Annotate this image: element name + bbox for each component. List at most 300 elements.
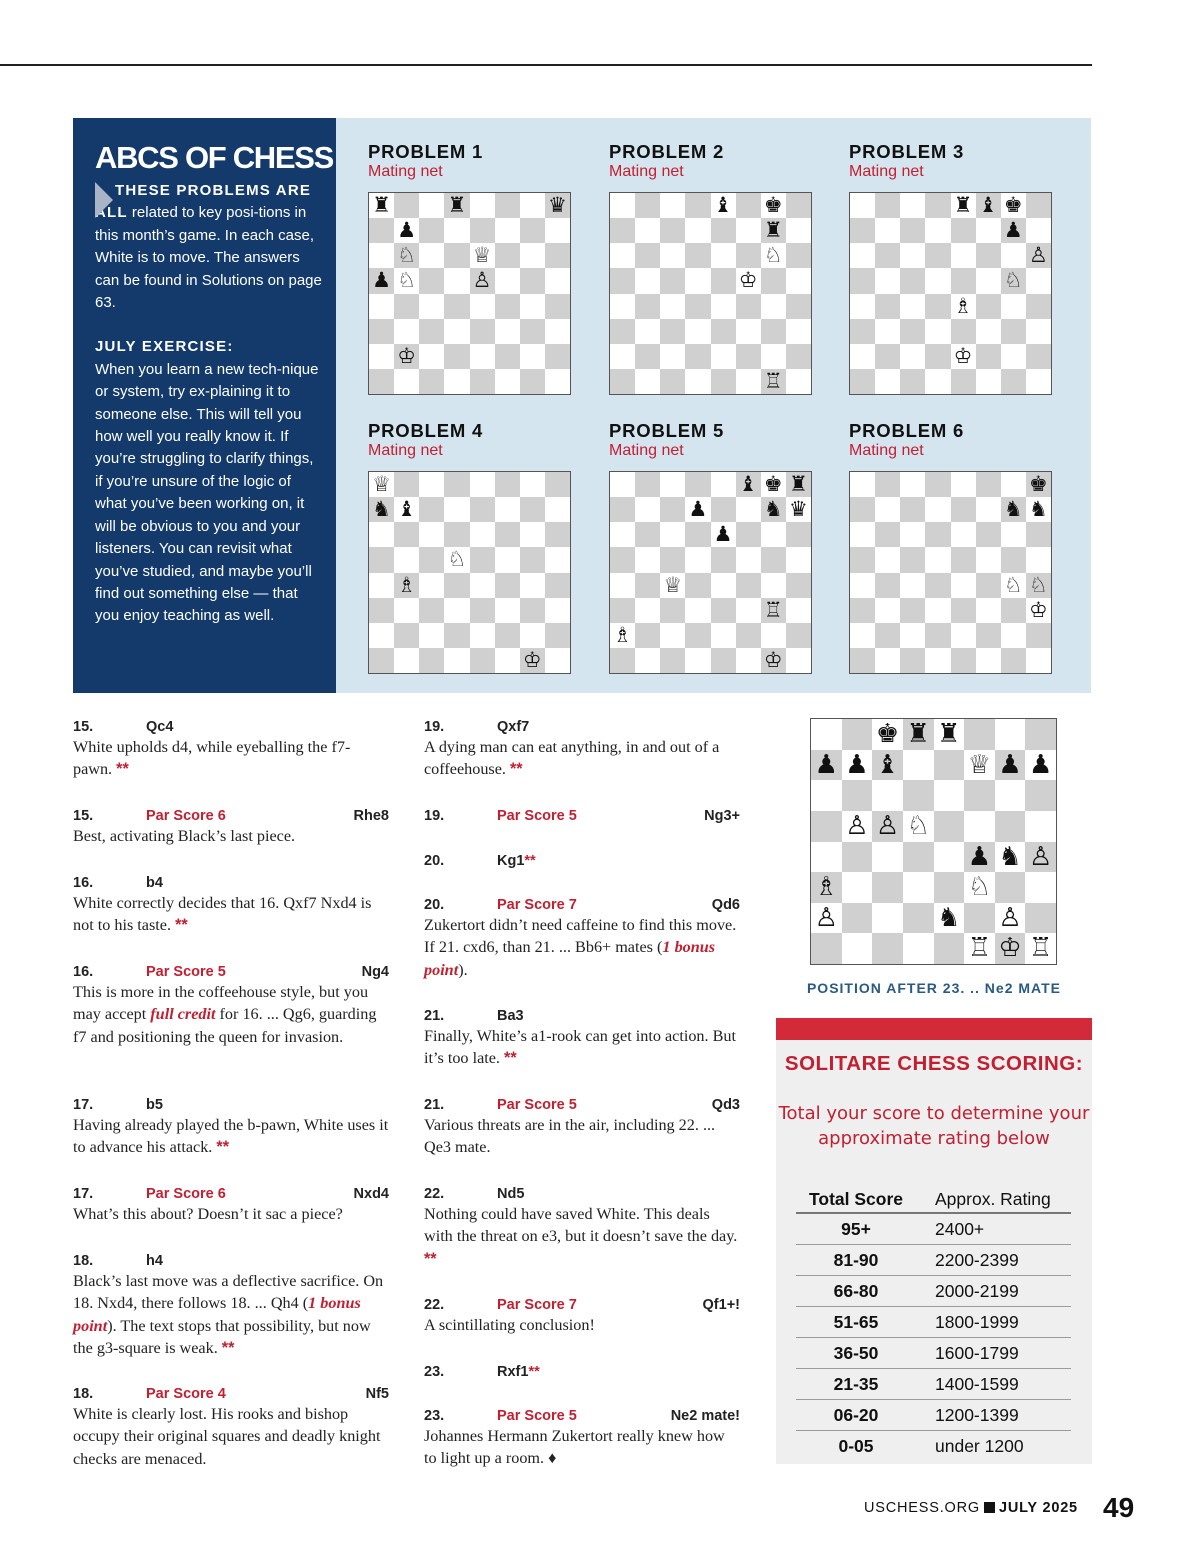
dark-square [900, 268, 925, 293]
table-row [796, 1338, 1071, 1369]
dark-square [1025, 780, 1056, 811]
footer-site: USCHESS.ORG [864, 1500, 980, 1516]
dark-square [520, 369, 545, 394]
chess-piece: ♗ [397, 572, 417, 597]
dark-square [495, 623, 520, 648]
dark-square [520, 547, 545, 572]
dark-square [444, 472, 469, 497]
dark-square [610, 268, 635, 293]
move-comment: Johannes Hermann Zukertort really knew how to light up a room. [424, 1427, 725, 1468]
dark-square [850, 547, 875, 572]
dark-square [660, 268, 685, 293]
stars-icon: ** [524, 853, 536, 869]
dark-square [444, 294, 469, 319]
intro-caps: THESE PROBLEMS ARE ALL [95, 182, 312, 222]
move-san-text: Rxf1 [497, 1364, 529, 1380]
move-number: 19. [424, 808, 445, 824]
chess-piece: ♔ [397, 343, 417, 368]
dark-square [685, 193, 710, 218]
move-number: 18. [73, 1253, 94, 1269]
move-comment-cont: for 16. ... Qg6, guarding f7 and positioning the queen for invasion. [73, 1005, 377, 1046]
move-comment: A dying man can eat anything, in and out of a coffeehouse. [424, 738, 720, 779]
chess-piece: ♟ [814, 749, 838, 780]
chess-piece: ♞ [763, 497, 783, 522]
chess-piece: ♔ [1029, 597, 1048, 622]
dark-square [842, 903, 873, 934]
dark-square [635, 522, 660, 547]
dark-square [495, 193, 520, 218]
scoring-title: SOLITARE CHESS SCORING: [784, 1052, 1084, 1075]
dark-square [811, 811, 842, 842]
dark-square [545, 243, 570, 268]
dark-square [951, 369, 976, 394]
chess-piece: ♚ [763, 193, 783, 217]
chess-piece: ♜ [953, 193, 973, 217]
scoring-box [776, 1018, 1092, 1464]
dark-square [875, 294, 900, 319]
dark-square [850, 497, 875, 522]
move-san: Qd3 [711, 1097, 740, 1113]
dark-square [736, 522, 761, 547]
dark-square [903, 842, 934, 873]
chess-piece: ♝ [978, 193, 998, 217]
dark-square [711, 218, 736, 243]
dark-square [610, 369, 635, 394]
chess-piece: ♙ [845, 810, 869, 841]
chess-piece: ♘ [447, 547, 467, 572]
chess-piece: ♙ [1029, 243, 1048, 268]
dark-square [786, 522, 811, 547]
square-icon [984, 1502, 995, 1513]
dark-square [610, 598, 635, 623]
dark-square [900, 598, 925, 623]
move-comment-cont: ). The text stops that possibility, but now the g3-square is weak. [73, 1316, 371, 1357]
dark-square [951, 319, 976, 344]
dark-square [660, 547, 685, 572]
table-row [796, 1276, 1071, 1307]
dark-square [850, 648, 875, 673]
dark-square [660, 319, 685, 344]
rating-cell: 1600-1799 [935, 1343, 1019, 1363]
chess-piece: ♞ [1029, 497, 1048, 522]
move-comment: Having already played the b-pawn, White uses it to advance his attack. [73, 1116, 389, 1157]
rating-cell: 1400-1599 [935, 1374, 1019, 1394]
move-entry [73, 1381, 389, 1470]
table-row [796, 1431, 1071, 1461]
chess-piece: ♝ [738, 472, 758, 496]
problem-subtitle: Mating net [849, 442, 924, 459]
dark-square [470, 648, 495, 673]
move-comment: A scintillating conclusion! [424, 1316, 595, 1334]
chess-piece: ♕ [372, 472, 391, 496]
chess-piece: ♖ [763, 368, 783, 393]
move-san: Rhe8 [353, 808, 389, 824]
dark-square [660, 598, 685, 623]
chess-piece: ♜ [789, 472, 808, 496]
top-rule [0, 64, 1092, 66]
move-number: 16. [73, 964, 94, 980]
dark-square [925, 294, 950, 319]
bonus-note: full credit [150, 1005, 216, 1024]
dark-square [711, 497, 736, 522]
dark-square [369, 218, 394, 243]
dark-square [495, 294, 520, 319]
dark-square [394, 522, 419, 547]
chess-piece: ♘ [967, 872, 992, 903]
dark-square [934, 933, 965, 964]
dark-square [419, 648, 444, 673]
par-score: Par Score 5 [497, 808, 577, 824]
dark-square [976, 573, 1001, 598]
dark-square [635, 573, 660, 598]
dark-square [976, 522, 1001, 547]
chess-piece: ♖ [1029, 933, 1053, 964]
chess-piece: ♝ [713, 193, 733, 217]
dark-square [736, 243, 761, 268]
dark-square [1001, 648, 1026, 673]
dark-square [900, 218, 925, 243]
bonus-note: 1 bonus point [424, 938, 716, 979]
dark-square [951, 648, 976, 673]
chess-piece: ♛ [789, 497, 808, 522]
dark-square [419, 497, 444, 522]
move-san [497, 850, 536, 872]
dark-square [635, 243, 660, 268]
dark-square [925, 472, 950, 497]
problem-5 [609, 420, 812, 672]
score-cell: 36-50 [833, 1343, 879, 1363]
move-comment: Various threats are in the air, including 22. ... Qe3 mate. [424, 1116, 716, 1157]
dark-square [900, 319, 925, 344]
dark-square [925, 243, 950, 268]
problem-subtitle: Mating net [849, 163, 924, 180]
dark-square [635, 294, 660, 319]
chess-piece: ♕ [472, 243, 492, 268]
dark-square [685, 294, 710, 319]
dark-square [850, 218, 875, 243]
exercise-heading: JULY EXERCISE: [95, 338, 234, 356]
chess-piece: ♘ [397, 268, 417, 293]
dark-square [660, 648, 685, 673]
dark-square [610, 319, 635, 344]
chess-piece: ♟ [967, 841, 992, 872]
dark-square [964, 719, 995, 750]
chess-piece: ♙ [472, 268, 492, 293]
move-number: 23. [424, 1364, 445, 1380]
dark-square [520, 319, 545, 344]
move-san: Ng4 [361, 964, 389, 980]
move-number: 23. [424, 1408, 445, 1424]
dark-square [685, 573, 710, 598]
stars-icon: ** [528, 1364, 540, 1380]
dark-square [685, 522, 710, 547]
score-cell: 95+ [841, 1219, 871, 1239]
chess-piece: ♟ [1003, 218, 1023, 243]
move-number: 17. [73, 1186, 94, 1202]
chess-piece: ♜ [447, 193, 467, 217]
dark-square [545, 344, 570, 369]
move-san: Qxf7 [497, 719, 530, 735]
problems-panel [336, 118, 1091, 693]
par-score: Par Score 7 [497, 1297, 577, 1313]
dark-square [1025, 719, 1056, 750]
dark-square [842, 780, 873, 811]
dark-square [419, 268, 444, 293]
move-number: 16. [73, 875, 94, 891]
chess-piece: ♗ [613, 622, 632, 647]
chess-piece: ♕ [967, 749, 992, 780]
dark-square [711, 598, 736, 623]
dark-square [470, 497, 495, 522]
chessboard [368, 192, 571, 395]
dark-square [903, 780, 934, 811]
dark-square [951, 497, 976, 522]
dark-square [685, 472, 710, 497]
dark-square [685, 344, 710, 369]
move-entry [424, 1181, 740, 1270]
dark-square [976, 243, 1001, 268]
move-san: Qc4 [146, 719, 174, 735]
chess-piece: ♜ [906, 719, 930, 749]
dark-square [685, 243, 710, 268]
dark-square [925, 344, 950, 369]
dark-square [875, 472, 900, 497]
problem-subtitle: Mating net [368, 442, 443, 459]
dark-square [964, 903, 995, 934]
dark-square [786, 344, 811, 369]
dark-square [660, 497, 685, 522]
dark-square [520, 268, 545, 293]
chess-piece: ♟ [845, 749, 869, 780]
table-row [796, 1369, 1071, 1400]
par-score: Par Score 6 [146, 808, 226, 824]
dark-square [850, 598, 875, 623]
dark-square [951, 547, 976, 572]
dark-square [786, 623, 811, 648]
chess-piece: ♛ [548, 193, 567, 217]
dark-square [875, 243, 900, 268]
chess-piece: ♜ [937, 719, 961, 749]
dark-square [1026, 522, 1051, 547]
intro-text: related to key posi-tions in this month’s game. In each case, White is to move. The answers can be found in Solutions on page 63. [95, 204, 322, 312]
dark-square [786, 243, 811, 268]
dark-square [786, 294, 811, 319]
dark-square [1026, 294, 1051, 319]
chessboard [609, 192, 812, 395]
chess-piece: ♗ [814, 872, 838, 903]
chess-piece: ♔ [998, 933, 1022, 964]
dark-square [976, 623, 1001, 648]
dark-square [660, 369, 685, 394]
dark-square [995, 872, 1026, 903]
dark-square [520, 497, 545, 522]
dark-square [951, 218, 976, 243]
dark-square [495, 344, 520, 369]
move-entry [424, 892, 740, 981]
dark-square [470, 598, 495, 623]
rating-cell: 2200-2399 [935, 1250, 1019, 1270]
scoring-subtitle: Total your score to determine your approximate rating below [778, 1103, 1090, 1149]
move-comment: This is more in the coffeehouse style, but you may accept [73, 983, 369, 1024]
stars-icon: ** [510, 760, 523, 779]
dark-square [951, 268, 976, 293]
board-caption: POSITION AFTER 23. .. Ne2 MATE [806, 980, 1062, 996]
dark-square [934, 872, 965, 903]
dark-square [811, 933, 842, 964]
chess-piece: ♘ [1029, 572, 1048, 597]
dark-square [761, 268, 786, 293]
page-footer [864, 1500, 1078, 1516]
dark-square [900, 497, 925, 522]
end-mark-icon: ♦ [548, 1449, 557, 1468]
chess-piece: ♗ [953, 293, 973, 318]
move-entry [424, 803, 740, 825]
dark-square [711, 268, 736, 293]
problem-title: PROBLEM 5 [609, 420, 725, 441]
dark-square [934, 811, 965, 842]
move-comment: What’s this about? Doesn’t it sac a piece? [73, 1205, 343, 1223]
score-cell: 66-80 [833, 1281, 879, 1301]
move-san: Nd5 [497, 1186, 525, 1202]
par-score: Par Score 5 [497, 1408, 577, 1424]
dark-square [976, 344, 1001, 369]
move-entry [73, 870, 389, 937]
dark-square [875, 522, 900, 547]
dark-square [711, 369, 736, 394]
stars-icon: ** [221, 1338, 235, 1357]
dark-square [394, 472, 419, 497]
chess-piece: ♙ [1029, 841, 1053, 872]
dark-square [610, 218, 635, 243]
dark-square [850, 369, 875, 394]
dark-square [925, 623, 950, 648]
dark-square [394, 193, 419, 218]
exercise-text: When you learn a new tech-nique or system, try ex-plaining it to someone else. This will tell you how well you really know it. If you’re struggling to clarify things, if you’re unsure of the logic of what you’ve been working on, it will be obvious to you and your listeners. You can revisit what you’ve studied, and maybe you’ll find out something else — that you enjoy teaching as well. [95, 360, 319, 625]
dark-square [444, 623, 469, 648]
dark-square [903, 903, 934, 934]
move-number: 15. [73, 719, 94, 735]
par-score: Par Score 5 [146, 964, 226, 980]
move-number: 20. [424, 853, 445, 869]
dark-square [444, 573, 469, 598]
dark-square [761, 319, 786, 344]
sidebar-title: ABCS OF CHESS [95, 140, 334, 175]
dark-square [964, 780, 995, 811]
move-number: 22. [424, 1297, 445, 1313]
dark-square [444, 243, 469, 268]
problem-1 [368, 141, 571, 368]
dark-square [394, 294, 419, 319]
dark-square [545, 472, 570, 497]
move-san: h4 [146, 1253, 163, 1269]
chessboard [368, 471, 571, 674]
dark-square [711, 319, 736, 344]
dark-square [900, 369, 925, 394]
move-entry [424, 1292, 740, 1336]
chessboard [849, 471, 1052, 674]
move-san: Nf5 [365, 1386, 389, 1402]
abcs-sidebar [73, 118, 336, 693]
move-entry [424, 1359, 740, 1381]
dark-square [635, 623, 660, 648]
move-san: Ng3+ [704, 808, 740, 824]
dark-square [850, 319, 875, 344]
chess-piece: ♘ [397, 243, 417, 268]
move-comment: Best, activating Black’s last piece. [73, 827, 296, 845]
problem-title: PROBLEM 3 [849, 141, 965, 162]
stars-icon: ** [424, 1249, 437, 1268]
chess-piece: ♟ [397, 218, 417, 243]
move-san: Qd6 [711, 897, 740, 913]
chess-piece: ♘ [763, 243, 783, 268]
move-entry [73, 959, 389, 1048]
problem-4 [368, 420, 571, 672]
move-entry [424, 714, 740, 781]
stars-icon: ** [116, 760, 129, 779]
footer-issue: JULY 2025 [998, 1500, 1078, 1516]
chess-piece: ♚ [763, 472, 783, 496]
dark-square [545, 573, 570, 598]
dark-square [470, 369, 495, 394]
move-number: 21. [424, 1097, 445, 1113]
chessboard [849, 192, 1052, 395]
dark-square [736, 623, 761, 648]
dark-square [995, 811, 1026, 842]
dark-square [736, 193, 761, 218]
move-san: Ba3 [497, 1008, 524, 1024]
dark-square [951, 598, 976, 623]
move-number: 21. [424, 1008, 445, 1024]
chess-piece: ♟ [1029, 749, 1053, 780]
header-approx-rating: Approx. Rating [935, 1189, 1051, 1209]
chess-piece: ♖ [763, 597, 783, 622]
move-entry [424, 848, 740, 870]
dark-square [495, 472, 520, 497]
move-san: b4 [146, 875, 163, 891]
dark-square [872, 872, 903, 903]
dark-square [1026, 344, 1051, 369]
problem-3 [849, 141, 1052, 368]
dark-square [635, 193, 660, 218]
score-cell: 0-05 [838, 1436, 874, 1456]
table-row [796, 1400, 1071, 1431]
dark-square [444, 344, 469, 369]
move-san-text: Kg1 [497, 853, 525, 869]
par-score: Par Score 4 [146, 1386, 226, 1402]
problem-title: PROBLEM 4 [368, 420, 484, 441]
dark-square [419, 547, 444, 572]
problem-title: PROBLEM 2 [609, 141, 725, 162]
dark-square [976, 294, 1001, 319]
dark-square [545, 522, 570, 547]
dark-square [369, 598, 394, 623]
dark-square [685, 623, 710, 648]
dark-square [925, 193, 950, 218]
move-entry [424, 1092, 740, 1159]
chess-piece: ♟ [372, 268, 391, 293]
chess-piece: ♞ [372, 497, 391, 522]
dark-square [470, 319, 495, 344]
scoring-bar [776, 1018, 1092, 1040]
dark-square [369, 319, 394, 344]
chess-piece: ♞ [998, 841, 1022, 872]
move-comment: White correctly decides that 16. Qxf7 Nxd4 is not to his taste. [73, 894, 372, 935]
rating-cell: under 1200 [935, 1436, 1024, 1456]
chess-piece: ♔ [763, 647, 783, 672]
dark-square [925, 522, 950, 547]
score-cell: 21-35 [833, 1374, 879, 1394]
stars-icon: ** [504, 1049, 517, 1068]
